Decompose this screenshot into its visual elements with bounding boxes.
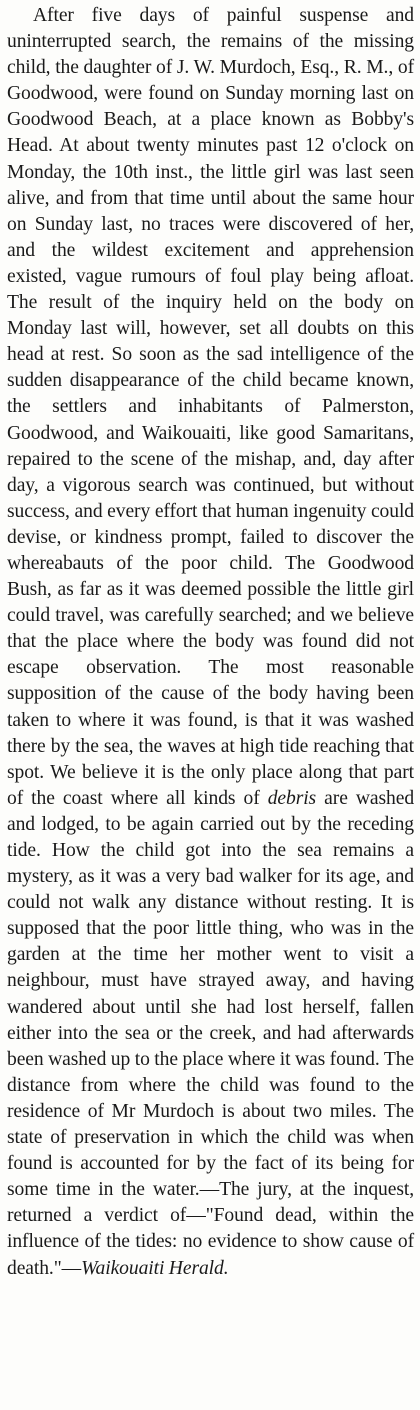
article-paragraph <box>7 3 414 1282</box>
article-italic-word: debris <box>267 787 317 809</box>
article-text-part-1: After five days of painful suspense and uninterrupted search, the remains of the missing child, the daughter of J. W. Murdoch, Esq., R. M., of Goodwood, were found on Sunday morning last on Goodwood Beach, at a place known as Bobby's Head. At about twenty minutes past 12 o'clock on Monday, the 10th inst., the little girl was last seen alive, and from that time until about the same hour on Sunday last, no traces were discovered of her, and the wildest excitement and apprehension existed, vague rumours of foul play being afloat. The result of the inquiry held on the body on Monday last will, however, set all doubts on this head at rest. So soon as the sad intelligence of the sudden disappearance of the child became known, the settlers and inhabitants of Palmerston, Goodwood, and Waikouaiti, like good Samaritans, repaired to the scene of the mishap, and, day after day, a vigorous search was continued, but without success, and every effort that human ingenuity could devise, or kindness prompt, failed to discover the whereabauts of the poor child. The Goodwood Bush, as far as it was deemed possible the little girl could travel, was carefully searched; and we believe that the place where the body was found did not escape observation. The most reasonable supposition of the cause of the body having been taken to where it was found, is that it was washed there by the sea, the waves at high tide reaching that spot. We believe it is the only place along that part of the coast where all kinds of <box>7 5 414 809</box>
source-credit: Waikouaiti Herald. <box>81 1257 229 1279</box>
article-text-part-2: are washed and lodged, to be again carried out by the receding tide. How the child got into the sea remains a mystery, as it was a very bad walker for its age, and could not walk any distance without resting. It is supposed that the poor little thing, who was in the garden at the time her mother went to visit a neighbour, must have strayed away, and having wandered about until she had lost herself, fallen either into the sea or the creek, and had afterwards been washed up to the place where it was found. The distance from where the child was found to the residence of Mr Murdoch is about two miles. The state of preservation in which the child was when found is accounted for by the fact of its being for some time in the water.—The jury, at the inquest, returned a verdict of—"Found dead, within the influence of the tides: no evidence to show cause of death."— <box>7 787 415 1279</box>
